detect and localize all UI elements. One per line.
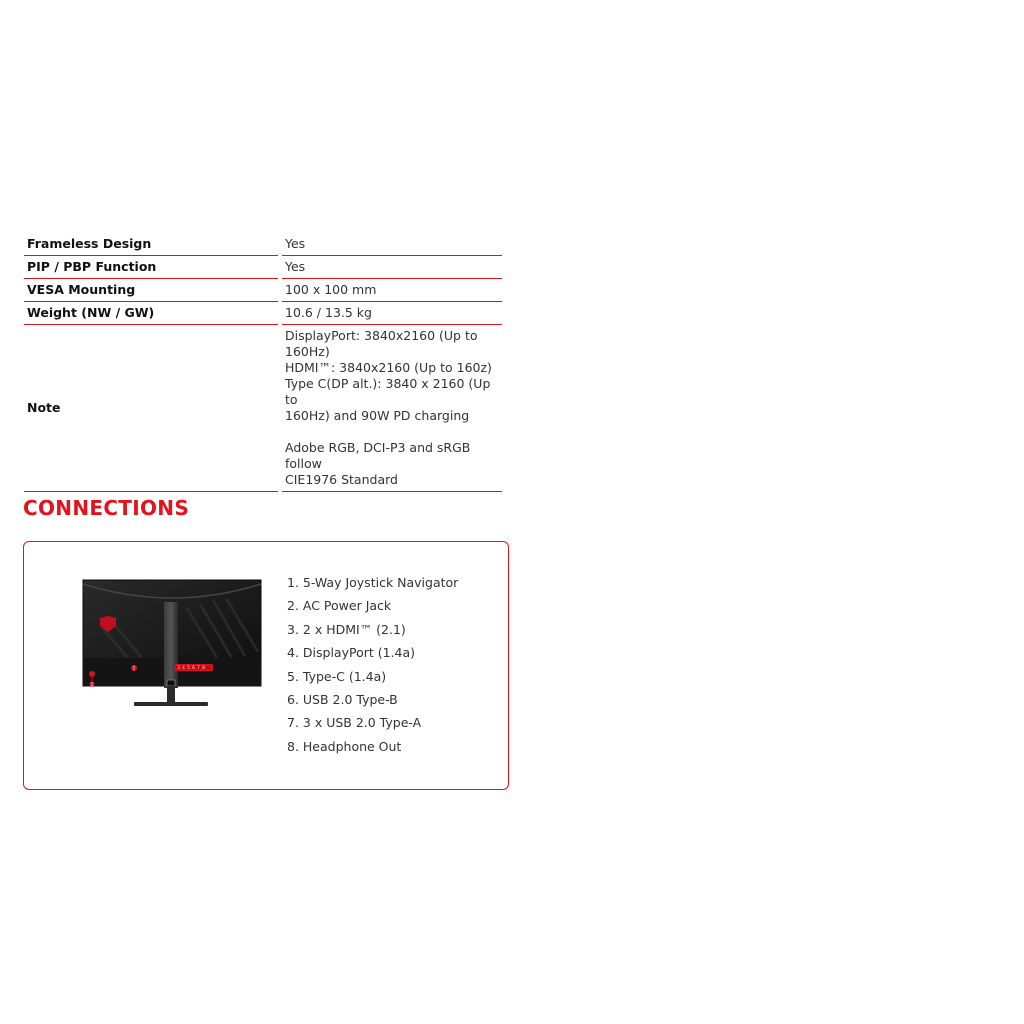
spec-row-note (24, 325, 502, 492)
port-item: 6. USB 2.0 Type-B (287, 692, 398, 708)
connections-heading: CONNECTIONS (23, 496, 190, 520)
port-item: 7. 3 x USB 2.0 Type-A (287, 715, 422, 731)
stand-base (167, 686, 175, 702)
spec-label: Frameless Design (24, 233, 278, 256)
marker-label: 2 (132, 665, 136, 671)
spec-row (24, 256, 502, 279)
spec-value: Yes (282, 256, 502, 279)
monitor-rear-illustration (82, 578, 262, 714)
port-list (287, 571, 458, 758)
port-item: 4. DisplayPort (1.4a) (287, 645, 416, 661)
note-value (282, 325, 502, 492)
note-line: CIE1976 Standard (285, 472, 398, 487)
port-item: 5. Type-C (1.4a) (287, 668, 387, 684)
marker-label: 5 (187, 664, 190, 670)
stand-neck (164, 602, 178, 688)
port-item: 3. 2 x HDMI™ (2.1) (287, 621, 406, 637)
port-item: 2. AC Power Jack (287, 598, 392, 614)
marker-label: 3 (177, 664, 180, 670)
note-line: HDMI™: 3840x2160 (Up to 160z) (285, 360, 492, 375)
marker-label: 4 (182, 664, 185, 670)
spec-value: 10.6 / 13.5 kg (282, 302, 502, 325)
spec-row (24, 233, 502, 256)
spec-row (24, 302, 502, 325)
spec-label: VESA Mounting (24, 279, 278, 302)
port-item: 1. 5-Way Joystick Navigator (287, 575, 459, 590)
spec-label: Weight (NW / GW) (24, 302, 278, 325)
spec-value: 100 x 100 mm (282, 279, 502, 302)
note-line: 160Hz) and 90W PD charging (285, 408, 470, 423)
marker-label: 6 (192, 664, 195, 670)
spec-table (20, 233, 506, 492)
note-spacer (285, 424, 499, 440)
spec-label: PIP / PBP Function (24, 256, 278, 279)
note-line: 160Hz) (285, 344, 330, 359)
note-line: DisplayPort: 3840x2160 (Up to (285, 328, 478, 343)
marker-label: 8 (202, 664, 205, 670)
connections-panel (23, 541, 509, 790)
note-line: Type C(DP alt.): 3840 x 2160 (Up to (285, 376, 491, 407)
note-line: Adobe RGB, DCI-P3 and sRGB follow (285, 440, 471, 471)
port-item: 8. Headphone Out (287, 738, 402, 754)
marker-label: 1 (90, 681, 94, 687)
note-label: Note (24, 325, 278, 492)
marker-label: 7 (197, 664, 200, 670)
spec-value: Yes (282, 233, 502, 256)
spec-row (24, 279, 502, 302)
